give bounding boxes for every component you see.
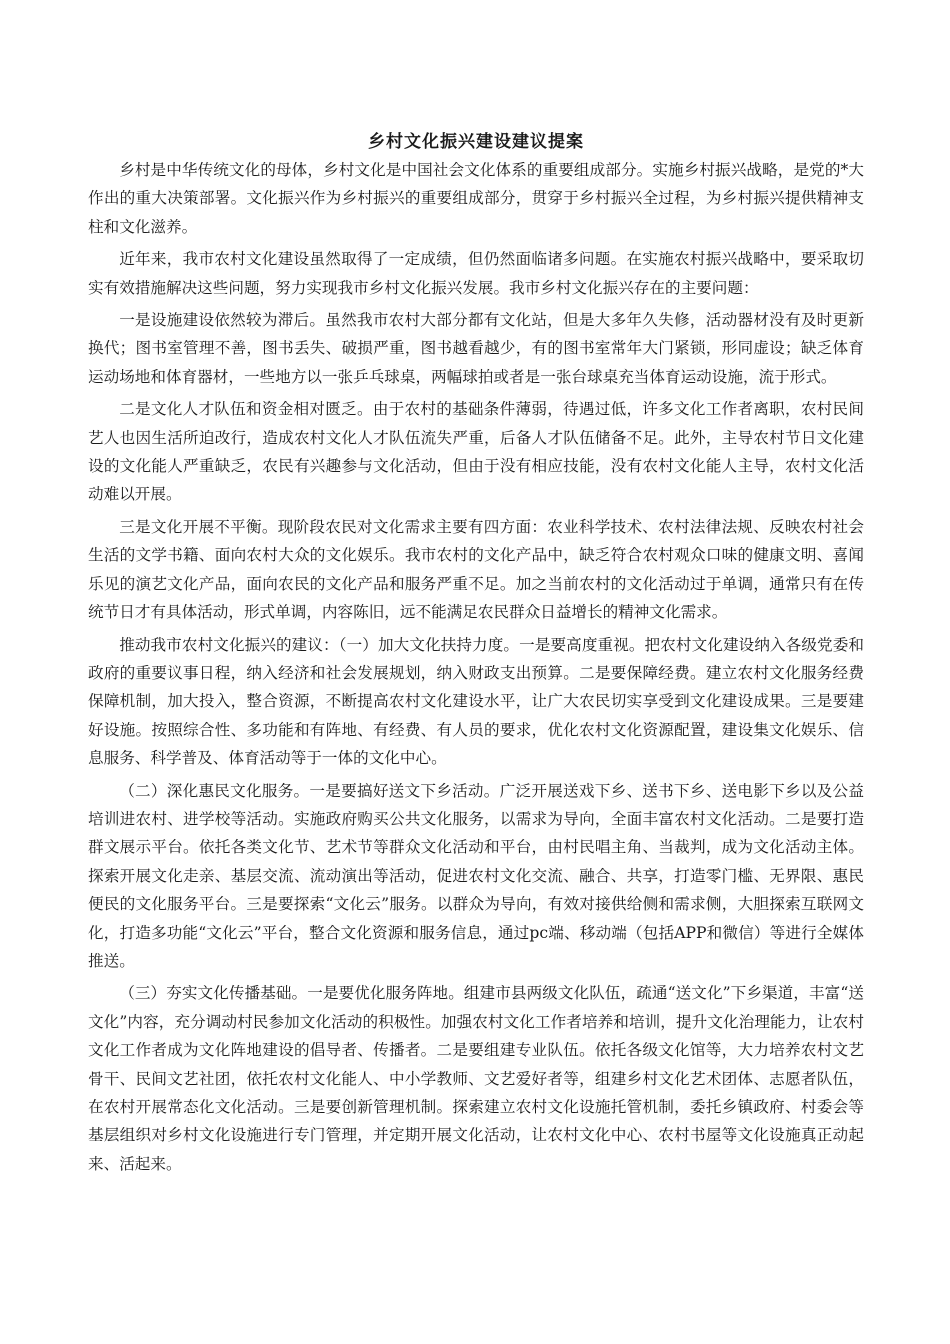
paragraph-problem-facilities: 一是设施建设依然较为滞后。虽然我市农村大部分都有文化站，但是大多年久失修，活动器材没有及时更新换代；图书室管理不善，图书丢失、破损严重，图书越看越少，有的图书室常年大门紧锁，形同虚设；缺乏体育运动场地和体育器材，一些地方以一张乒乓球桌，两幅球拍或者是一张台球桌充当体育运动设施，流于形式。 [88,311,864,386]
paragraph-problem-talent: 二是文化人才队伍和资金相对匮乏。由于农村的基础条件薄弱，待遇过低，许多文化工作者离职，农村民间艺人也因生活所迫改行，造成农村文化人才队伍流失严重，后备人才队伍储备不足。此外，主导农村节日文化建设的文化能人严重缺乏，农民有兴趣参与文化活动，但由于没有相应技能，没有农村文化能人主导，农村文化活动难以开展。 [88,400,864,504]
paragraph-suggestion-services: （二）深化惠民文化服务。一是要搞好送文下乡活动。广泛开展送戏下乡、送书下乡、送电影下乡以及公益培训进农村、进学校等活动。实施政府购买公共文化服务，以需求为导向，全面丰富农村文化活动。二是要打造群文展示平台。依托各类文化节、艺术节等群众文化活动和平台，由村民唱主角、当裁判，成为文化活动主体。探索开展文化走亲、基层交流、流动演出等活动，促进农村文化交流、融合、共享，打造零门槛、无界限、惠民便民的文化服务平台。三是要探索“文化云”服务。以群众为导向，有效对接供给侧和需求侧，大胆探索互联网文化，打造多功能“文化云”平台，整合文化资源和服务信息，通过pc端、移动端（包括APP和微信）等进行全媒体推送。 [88,781,864,970]
document-title: 乡村文化振兴建设建议提案 [368,132,584,152]
paragraph-problem-imbalance: 三是文化开展不平衡。现阶段农民对文化需求主要有四方面：农业科学技术、农村法律法规、反映农村社会生活的文学书籍、面向农村大众的文化娱乐。我市农村的文化产品中，缺乏符合农村观众口味的健康文明、喜闻乐见的演艺文化产品，面向农民的文化产品和服务严重不足。加之当前农村的文化活动过于单调，通常只有在传统节日才有具体活动，形式单调，内容陈旧，远不能满足农民群众日益增长的精神文化需求。 [88,517,864,622]
paragraph-suggestion-foundation: （三）夯实文化传播基础。一是要优化服务阵地。组建市县两级文化队伍，疏通“送文化”下乡渠道，丰富“送文化”内容，充分调动村民参加文化活动的积极性。加强农村文化工作者培养和培训，提升文化治理能力，让农村文化工作者成为文化阵地建设的倡导者、传播者。二是要组建专业队伍。依托各级文化馆等，大力培养农村文艺骨干、民间文艺社团，依托农村文化能人、中小学教师、文艺爱好者等，组建乡村文化艺术团体、志愿者队伍，在农村开展常态化文化活动。三是要创新管理机制。探索建立农村文化设施托管机制，委托乡镇政府、村委会等基层组织对乡村文化设施进行专门管理，并定期开展文化活动，让农村文化中心、农村书屋等文化设施真正动起来、活起来。 [88,984,864,1173]
paragraph-suggestion-support: 推动我市农村文化振兴的建议：（一）加大文化扶持力度。一是要高度重视。把农村文化建设纳入各级党委和政府的重要议事日程，纳入经济和社会发展规划，纳入财政支出预算。二是要保障经费。建立农村文化服务经费保障机制，加大投入，整合资源，不断提高农村文化建设水平，让广大农民切实享受到文化建设成果。三是要建好设施。按照综合性、多功能和有阵地、有经费、有人员的要求，优化农村文化资源配置，建设集文化娱乐、信息服务、科学普及、体育活动等于一体的文化中心。 [88,635,864,768]
document-page [88,128,864,1182]
paragraph-intro: 乡村是中华传统文化的母体，乡村文化是中国社会文化体系的重要组成部分。实施乡村振兴战略，是党的*大作出的重大决策部署。文化振兴作为乡村振兴的重要组成部分，贯穿于乡村振兴全过程，为乡村振兴提供精神支柱和文化滋养。 [88,161,864,236]
paragraph-problems-overview: 近年来，我市农村文化建设虽然取得了一定成绩，但仍然面临诸多问题。在实施农村振兴战略中，要采取切实有效措施解决这些问题，努力实现我市乡村文化振兴发展。我市乡村文化振兴存在的主要问题： [88,250,864,297]
